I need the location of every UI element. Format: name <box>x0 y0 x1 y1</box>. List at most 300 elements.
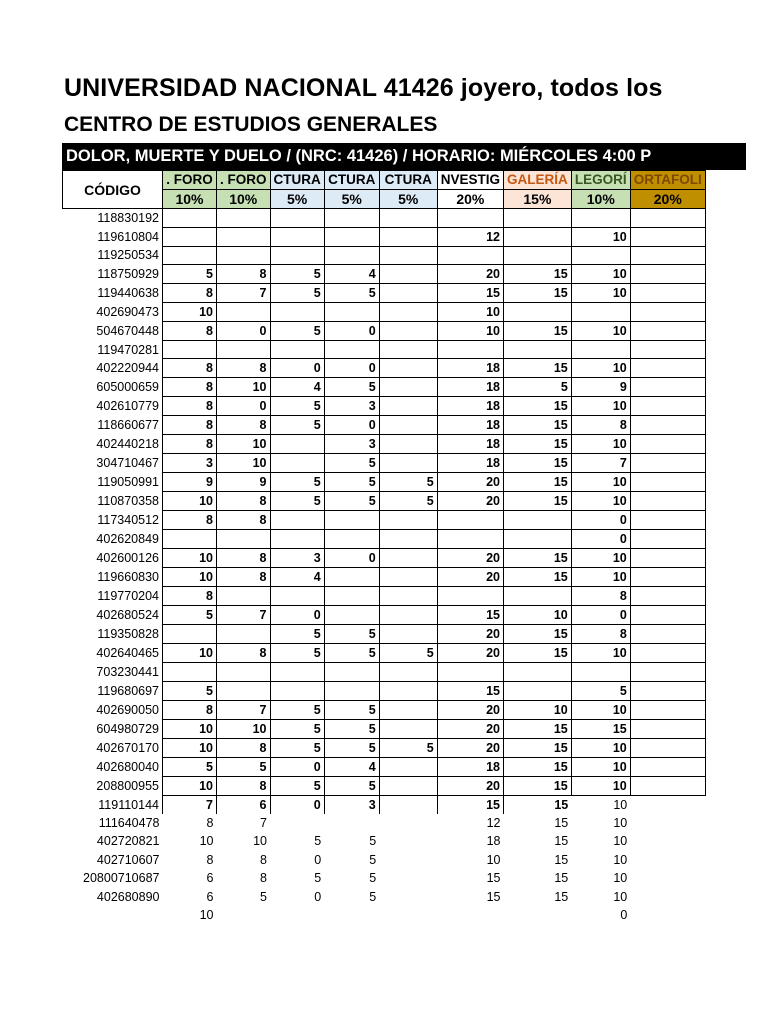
grade-cell: 15 <box>504 321 572 340</box>
table-row <box>63 888 706 906</box>
grade-cell <box>217 302 271 321</box>
grade-cell: 10 <box>571 568 630 587</box>
student-code: 119770204 <box>97 589 159 604</box>
grade-cell: 18 <box>437 454 503 473</box>
table-row <box>63 681 706 700</box>
col-header-galeria: GALERÍA <box>504 171 572 190</box>
grade-cell: 20 <box>437 549 503 568</box>
student-code: 402600126 <box>96 551 159 566</box>
col-weight-portafolio: 20% <box>630 190 705 209</box>
table-row <box>63 644 706 663</box>
grade-cell: 10 <box>437 321 503 340</box>
grade-cell: 0 <box>324 549 379 568</box>
grade-cell: 10 <box>163 302 217 321</box>
student-code: 111640478 <box>98 816 160 831</box>
grade-cell <box>571 302 630 321</box>
grade-cell <box>324 209 379 228</box>
grade-cell: 10 <box>571 264 630 283</box>
grade-cell <box>379 397 437 416</box>
grade-cell: 15 <box>504 644 572 663</box>
grade-cell <box>270 906 324 924</box>
grade-cell: 5 <box>270 321 324 340</box>
student-code: 119680697 <box>97 683 159 698</box>
grade-cell <box>270 530 324 549</box>
table-row <box>63 492 706 511</box>
table-row <box>63 606 706 625</box>
grade-cell <box>270 681 324 700</box>
grade-cell <box>379 283 437 302</box>
grade-cell: 10 <box>571 644 630 663</box>
grade-cell: 5 <box>163 681 217 700</box>
student-code: 118830192 <box>97 211 159 225</box>
student-code: 402610779 <box>96 399 159 414</box>
grade-cell <box>437 663 503 681</box>
grade-cell: 0 <box>314 889 322 904</box>
grade-cell <box>324 663 379 681</box>
grade-cell <box>163 227 217 246</box>
grade-cell: 10 <box>163 568 217 587</box>
grade-cell <box>379 587 437 606</box>
grade-cell: 5 <box>270 644 324 663</box>
grade-cell <box>217 906 271 924</box>
grade-cell <box>437 530 503 549</box>
grade-cell <box>630 397 705 416</box>
grade-cell: 15 <box>504 795 572 814</box>
grade-cell: 15 <box>504 473 572 492</box>
grade-cell <box>630 888 705 906</box>
grade-cell <box>163 209 217 228</box>
grade-cell: 5 <box>270 397 324 416</box>
grade-cell: 0 <box>324 359 379 378</box>
grade-cell <box>630 492 705 511</box>
grade-cell: 7 <box>217 700 271 719</box>
grade-cell: 9 <box>571 378 630 397</box>
grade-cell <box>270 511 324 530</box>
grade-cell: 8 <box>217 738 271 757</box>
grade-cell <box>324 302 379 321</box>
table-row <box>63 530 706 549</box>
grade-cell <box>630 663 705 681</box>
grade-cell: 15 <box>504 416 572 435</box>
col-header-lectura-2: CTURA <box>324 171 379 190</box>
grade-cell <box>324 906 379 924</box>
grade-cell <box>504 587 572 606</box>
student-code: 402670170 <box>96 740 159 755</box>
grade-cell <box>270 227 324 246</box>
grade-cell <box>630 302 705 321</box>
student-code: 604980729 <box>96 721 159 736</box>
grade-cell <box>437 511 503 530</box>
grade-cell: 5 <box>324 644 379 663</box>
grade-cell: 3 <box>324 397 379 416</box>
grade-cell: 6 <box>206 889 214 904</box>
grade-cell: 5 <box>314 871 322 886</box>
table-row <box>63 511 706 530</box>
col-weight-lectura-2: 5% <box>324 190 379 209</box>
grade-cell <box>630 906 705 924</box>
student-code: 402680040 <box>96 759 159 774</box>
grade-cell <box>630 644 705 663</box>
grade-cell: 8 <box>217 492 271 511</box>
table-row <box>63 340 706 358</box>
grade-cell <box>437 209 503 228</box>
grade-cell: 15 <box>554 834 569 849</box>
student-code: 20800710687 <box>83 871 160 886</box>
grade-cell: 10 <box>163 644 217 663</box>
grade-cell: 15 <box>437 606 503 625</box>
grade-cell: 10 <box>571 757 630 776</box>
grade-cell: 18 <box>437 397 503 416</box>
grade-cell: 15 <box>554 816 569 831</box>
grade-cell: 15 <box>504 776 572 795</box>
grade-cell <box>379 832 437 850</box>
grade-cell: 10 <box>613 852 628 867</box>
grade-cell: 5 <box>571 681 630 700</box>
grade-cell: 5 <box>324 492 379 511</box>
student-code: 119250534 <box>97 248 159 263</box>
grade-cell: 5 <box>324 454 379 473</box>
grade-cell: 10 <box>613 834 628 849</box>
grade-cell: 8 <box>163 511 217 530</box>
student-code: 119610804 <box>97 229 159 244</box>
grade-cell <box>379 302 437 321</box>
table-row <box>63 264 706 283</box>
grade-cell: 5 <box>324 625 379 644</box>
grade-cell: 12 <box>437 227 503 246</box>
grade-cell <box>379 606 437 625</box>
grade-cell: 7 <box>260 816 267 831</box>
student-code: 402640465 <box>96 646 159 661</box>
grade-cell: 10 <box>613 797 628 812</box>
grade-cell: 5 <box>163 606 217 625</box>
grade-cell <box>324 606 379 625</box>
col-header-lectura-3: CTURA <box>379 171 437 190</box>
grade-cell <box>630 454 705 473</box>
grade-cell: 10 <box>163 776 217 795</box>
grade-cell: 15 <box>554 852 569 867</box>
grade-cell: 0 <box>270 757 324 776</box>
grade-cell: 8 <box>217 776 271 795</box>
grade-cell <box>630 681 705 700</box>
grade-cell <box>379 700 437 719</box>
grade-cell <box>630 227 705 246</box>
grade-cell <box>504 681 572 700</box>
grade-cell: 8 <box>163 587 217 606</box>
grade-cell <box>379 435 437 454</box>
table-row <box>63 302 706 321</box>
grade-cell: 15 <box>437 795 503 814</box>
col-weight-lectura-3: 5% <box>379 190 437 209</box>
grade-cell: 0 <box>217 321 271 340</box>
grade-cell: 9 <box>163 473 217 492</box>
grade-cell <box>379 511 437 530</box>
grade-cell: 18 <box>437 359 503 378</box>
grade-cell: 10 <box>571 359 630 378</box>
grade-cell <box>630 416 705 435</box>
col-header-portafolio: ORTAFOLI <box>630 171 705 190</box>
grade-cell: 8 <box>217 511 271 530</box>
grade-cell <box>571 209 630 228</box>
grade-cell: 20 <box>437 264 503 283</box>
grade-cell <box>379 776 437 795</box>
grade-cell: 8 <box>217 359 271 378</box>
table-row <box>63 359 706 378</box>
course-info-bar: DOLOR, MUERTE Y DUELO / (NRC: 41426) / HORARIO: MIÉRCOLES 4:00 P <box>62 143 746 170</box>
grade-cell: 15 <box>554 871 569 886</box>
grade-cell: 0 <box>270 795 324 814</box>
grade-cell: 5 <box>270 700 324 719</box>
grade-cell: 18 <box>437 416 503 435</box>
grades-table-body <box>63 209 706 925</box>
grade-cell <box>630 435 705 454</box>
grade-cell <box>217 663 271 681</box>
table-row <box>63 209 706 228</box>
grade-cell: 5 <box>324 473 379 492</box>
grade-cell: 15 <box>504 719 572 738</box>
code-column-header: CÓDIGO <box>63 171 163 209</box>
table-row <box>63 568 706 587</box>
grade-cell <box>571 246 630 264</box>
grade-cell <box>324 587 379 606</box>
grade-cell <box>437 906 503 924</box>
student-code: 402620849 <box>96 532 159 547</box>
grade-cell <box>504 209 572 228</box>
grade-cell: 6 <box>217 795 271 814</box>
grade-cell: 0 <box>270 606 324 625</box>
table-row <box>63 776 706 795</box>
col-header-foro-1: . FORO <box>163 171 217 190</box>
grade-cell: 8 <box>163 416 217 435</box>
grade-cell: 8 <box>217 568 271 587</box>
grade-cell: 15 <box>504 283 572 302</box>
grade-cell: 8 <box>260 871 267 886</box>
grade-cell: 15 <box>504 359 572 378</box>
student-code: 402690050 <box>96 702 159 717</box>
grade-cell: 8 <box>571 587 630 606</box>
grade-cell: 7 <box>571 454 630 473</box>
grade-cell: 10 <box>217 454 271 473</box>
grade-cell <box>379 814 437 832</box>
table-row <box>63 738 706 757</box>
grade-cell: 10 <box>571 492 630 511</box>
grade-cell <box>571 340 630 358</box>
grade-cell <box>630 568 705 587</box>
grade-cell <box>571 663 630 681</box>
grade-cell: 5 <box>324 719 379 738</box>
grade-cell <box>324 530 379 549</box>
grade-cell: 15 <box>437 681 503 700</box>
grade-cell: 10 <box>486 852 501 867</box>
grade-cell <box>324 246 379 264</box>
grade-cell: 5 <box>270 719 324 738</box>
col-header-alegoria: LEGORÍ <box>571 171 630 190</box>
table-row <box>63 832 706 850</box>
col-weight-galeria: 15% <box>504 190 572 209</box>
grade-cell: 15 <box>554 889 569 904</box>
grade-cell: 5 <box>163 757 217 776</box>
grade-cell <box>630 340 705 358</box>
grade-cell <box>630 832 705 850</box>
grade-cell: 18 <box>437 757 503 776</box>
grade-cell: 8 <box>163 359 217 378</box>
grade-cell: 15 <box>504 435 572 454</box>
grade-cell <box>324 511 379 530</box>
grade-cell <box>163 530 217 549</box>
grade-cell: 3 <box>270 549 324 568</box>
grade-cell: 4 <box>324 264 379 283</box>
grade-cell <box>630 869 705 887</box>
grade-cell <box>217 340 271 358</box>
grade-cell: 15 <box>504 625 572 644</box>
grade-cell: 0 <box>571 530 630 549</box>
grade-cell: 10 <box>163 719 217 738</box>
student-code: 118750929 <box>97 266 159 281</box>
grade-cell: 5 <box>270 473 324 492</box>
grade-cell <box>504 302 572 321</box>
grade-cell: 5 <box>314 834 322 849</box>
grade-cell <box>630 530 705 549</box>
grade-cell: 7 <box>217 283 271 302</box>
grade-cell <box>379 530 437 549</box>
grade-cell: 10 <box>163 738 217 757</box>
grade-cell <box>504 340 572 358</box>
grade-cell: 18 <box>486 834 501 849</box>
grade-cell <box>379 264 437 283</box>
student-code: 119350828 <box>97 627 159 642</box>
table-row <box>63 378 706 397</box>
grade-cell: 0 <box>324 321 379 340</box>
grade-cell: 15 <box>504 549 572 568</box>
grade-cell <box>379 795 437 814</box>
grade-cell: 8 <box>260 852 267 867</box>
table-row <box>63 283 706 302</box>
grade-cell <box>379 757 437 776</box>
grade-cell: 5 <box>369 834 377 849</box>
grades-table-header <box>63 171 706 209</box>
grade-cell <box>630 814 705 832</box>
table-row <box>63 719 706 738</box>
grade-cell: 0 <box>217 397 271 416</box>
grade-cell: 10 <box>613 816 628 831</box>
table-row <box>63 587 706 606</box>
grade-cell: 10 <box>613 871 628 886</box>
grade-cell: 10 <box>504 606 572 625</box>
grade-cell: 10 <box>199 908 214 923</box>
grade-cell <box>270 246 324 264</box>
grade-cell <box>379 625 437 644</box>
grade-cell: 4 <box>270 378 324 397</box>
grade-cell: 10 <box>571 549 630 568</box>
grade-cell: 20 <box>437 473 503 492</box>
grade-cell <box>504 663 572 681</box>
grade-cell: 15 <box>504 454 572 473</box>
grade-cell: 8 <box>571 416 630 435</box>
grade-cell: 3 <box>163 454 217 473</box>
grade-cell: 15 <box>504 568 572 587</box>
grade-cell: 5 <box>217 757 271 776</box>
grade-cell <box>504 530 572 549</box>
grade-cell <box>437 587 503 606</box>
grade-cell <box>270 435 324 454</box>
grade-cell: 10 <box>199 834 214 849</box>
grade-cell: 20 <box>437 568 503 587</box>
grade-cell: 8 <box>217 264 271 283</box>
grade-cell: 15 <box>504 492 572 511</box>
grade-cell: 0 <box>324 416 379 435</box>
student-code: 119440638 <box>97 285 159 300</box>
grade-cell <box>217 246 271 264</box>
grade-cell <box>630 321 705 340</box>
table-row <box>63 246 706 264</box>
grade-cell <box>270 587 324 606</box>
table-row <box>63 473 706 492</box>
grade-cell: 10 <box>163 492 217 511</box>
table-row <box>63 757 706 776</box>
grade-cell <box>630 851 705 869</box>
col-weight-alegoria: 10% <box>571 190 630 209</box>
grade-cell: 15 <box>504 757 572 776</box>
grade-cell <box>504 227 572 246</box>
grade-cell <box>630 795 705 814</box>
grade-cell <box>630 264 705 283</box>
table-row <box>63 814 706 832</box>
grade-cell: 5 <box>379 738 437 757</box>
student-code: 402220944 <box>96 361 159 376</box>
grade-cell <box>630 549 705 568</box>
grade-cell: 15 <box>504 264 572 283</box>
grade-cell <box>379 851 437 869</box>
grade-cell <box>630 246 705 264</box>
grade-cell: 5 <box>270 738 324 757</box>
grade-cell: 5 <box>324 378 379 397</box>
grade-cell <box>379 340 437 358</box>
student-code: 402680524 <box>96 608 159 623</box>
grade-cell: 8 <box>163 397 217 416</box>
grade-cell: 10 <box>217 719 271 738</box>
student-code: 119470281 <box>97 342 159 357</box>
table-row <box>63 700 706 719</box>
grade-cell <box>630 776 705 795</box>
table-row <box>63 454 706 473</box>
grade-cell: 10 <box>571 397 630 416</box>
student-code: 402720821 <box>96 834 160 849</box>
col-weight-lectura-1: 5% <box>270 190 324 209</box>
student-code <box>63 906 163 924</box>
grade-cell <box>630 700 705 719</box>
grade-cell: 5 <box>379 473 437 492</box>
grade-cell: 10 <box>571 776 630 795</box>
grade-cell <box>379 681 437 700</box>
grade-cell: 8 <box>206 852 214 867</box>
grade-cell <box>163 663 217 681</box>
grade-cell: 8 <box>163 435 217 454</box>
grade-cell <box>630 625 705 644</box>
page-title: UNIVERSIDAD NACIONAL 41426 joyero, todos los <box>64 74 663 102</box>
grade-cell: 7 <box>217 606 271 625</box>
grade-cell <box>630 738 705 757</box>
grade-cell: 5 <box>270 283 324 302</box>
grade-cell <box>630 719 705 738</box>
grade-cell: 5 <box>324 738 379 757</box>
grade-cell <box>217 681 271 700</box>
grade-cell: 3 <box>324 795 379 814</box>
grade-cell: 5 <box>369 871 377 886</box>
grade-cell: 5 <box>270 625 324 644</box>
grade-cell <box>437 340 503 358</box>
col-weight-foro-1: 10% <box>163 190 217 209</box>
grade-cell <box>379 568 437 587</box>
table-row <box>63 321 706 340</box>
